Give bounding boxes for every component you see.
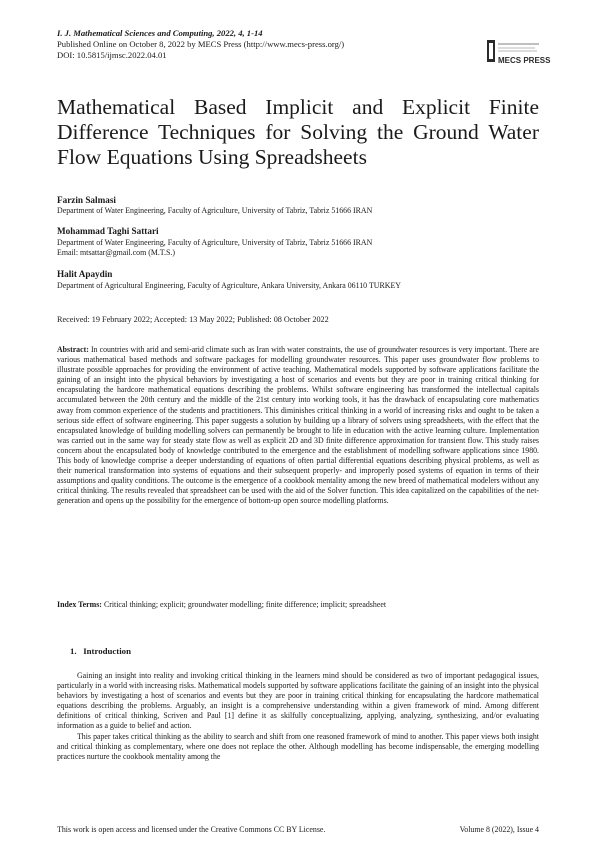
author-affiliation: Department of Water Engineering, Faculty of Agriculture, University of Tabriz, Tabriz 51666 IRAN xyxy=(57,238,373,247)
journal-issue: 2022, 4, 1-14 xyxy=(214,28,263,38)
journal-header xyxy=(57,28,344,61)
author-name: Halit Apaydin xyxy=(57,269,113,279)
author-name: Farzin Salmasi xyxy=(57,195,116,205)
doi-line: DOI: 10.5815/ijmsc.2022.04.01 xyxy=(57,50,167,60)
body-paragraph: This paper takes critical thinking as the ability to search and shift from one reasoned framework of mind to another. This paper views both insight and critical thinking as complementary, where one does not replace the other. Although modelling has become indispensable, the emerging modelling practices nurture the cookbook mentality among the xyxy=(57,731,539,761)
publisher-logo xyxy=(487,38,551,68)
index-terms-label: Index Terms: xyxy=(57,600,102,609)
author-name: Mohammad Taghi Sattari xyxy=(57,226,159,236)
author-affiliation: Department of Agricultural Engineering, Faculty of Agriculture, Ankara University, Ankara 06110 TURKEY xyxy=(57,281,401,290)
published-line: Published Online on October 8, 2022 by MECS Press (http://www.mecs-press.org/) xyxy=(57,39,345,49)
index-terms xyxy=(57,600,539,609)
body-paragraph: Gaining an insight into reality and invoking critical thinking in the learners mind should be considered as two of important pedagogical issues, particularly in a world with increasing risks. Mathematical models supported by software applications facilitate the gaining of an insight into the physical behaviors by investigating a host of scenarios and events but they are poor in training critical thinking for encapsulating the hardcore mathematical equations describing the problems. Arguably, an insight is a comprehensive understanding within a given framework of mind. Among different definitions of critical thinking, Scriven and Paul [1] define it as skilfully conceptualizing, applying, analyzing, synthesizing, and/or evaluating information as a guide to belief and action. xyxy=(57,671,539,731)
footer-volume: Volume 8 (2022), Issue 4 xyxy=(459,825,539,834)
abstract-label: Abstract: xyxy=(57,345,89,354)
section-heading xyxy=(70,646,131,656)
abstract-text: In countries with arid and semi-arid climate such as Iran with water constraints, the use of groundwater resources is very important. There are various mathematical based methods and software packages for modelling groundwater resources. This paper uses groundwater flow problems to illustrate possible approaches for providing the environment of active teaching. Mathematical models supported by software applications facilitate the gaining of an insight into the physical behaviors by investigating a host of scenarios and events but they are poor in training critical thinking for encapsulating the hardcore mathematical equations describing the problems. Whilst software engineering has transformed the intellectual capitals accumulated between the 20th century and the middle of the 21st century into working tools, it has the drawback of encapsulating core mathematics away from common experience of the students and practitioners. This diminishes critical thinking in a world of increasing risks and ought to be taken a serious side effect of software engineering. This paper suggests a solution by building up a library of solvers using spreadsheets, with the effect that the encapsulated knowledge of building modelling solvers can permanently be brought to life in education with the active learning culture. Implementation was carried out in the same way for steady state flow as well as explicit 2D and 3D finite difference approximation for transient flow. This study raises concern about the encapsulated body of knowledge contributed to the emergence and the establishment of modelling software applications since 1980. This body of knowledge comprise a deeper understanding of equations of often partial differential equations describing physical problems, as well as their numerical transformation into systems of equations and their subsequent properly- and improperly posed systems of equation in terms of their assumptions and quality conditions. The outcome is the emergence of a cookbook mentality among the new breed of mathematical modelers without any critical thinking. The results revealed that spreadsheet can be used with the aid of the Solver function. This idea capitalized on the capabilities of the net-generation and opens up the possibility for the emergence of bottom-up open source modelling platforms. xyxy=(57,345,539,506)
author-affiliation: Department of Water Engineering, Faculty of Agriculture, University of Tabriz, Tabriz 51666 IRAN xyxy=(57,206,373,215)
author-email: Email: mtsattar@gmail.com (M.T.S.) xyxy=(57,248,176,257)
journal-name: I. J. Mathematical Sciences and Computing, xyxy=(57,28,215,38)
paper-title: Mathematical Based Implicit and Explicit Finite Difference Techniques for Solving the Ground Water Flow Equations Using Spreadsheets xyxy=(57,95,539,169)
section-number: 1. xyxy=(70,646,77,656)
index-terms-text: Critical thinking; explicit; groundwater modelling; finite difference; implicit; spreadsheet xyxy=(103,600,387,609)
section-title: Introduction xyxy=(83,646,131,656)
publisher-logo-text: MECS PRESS xyxy=(498,56,551,65)
footer-license: This work is open access and licensed under the Creative Commons CC BY License. xyxy=(57,825,326,834)
abstract xyxy=(57,345,539,507)
section-body xyxy=(57,671,539,762)
publication-dates: Received: 19 February 2022; Accepted: 13 May 2022; Published: 08 October 2022 xyxy=(57,315,329,324)
